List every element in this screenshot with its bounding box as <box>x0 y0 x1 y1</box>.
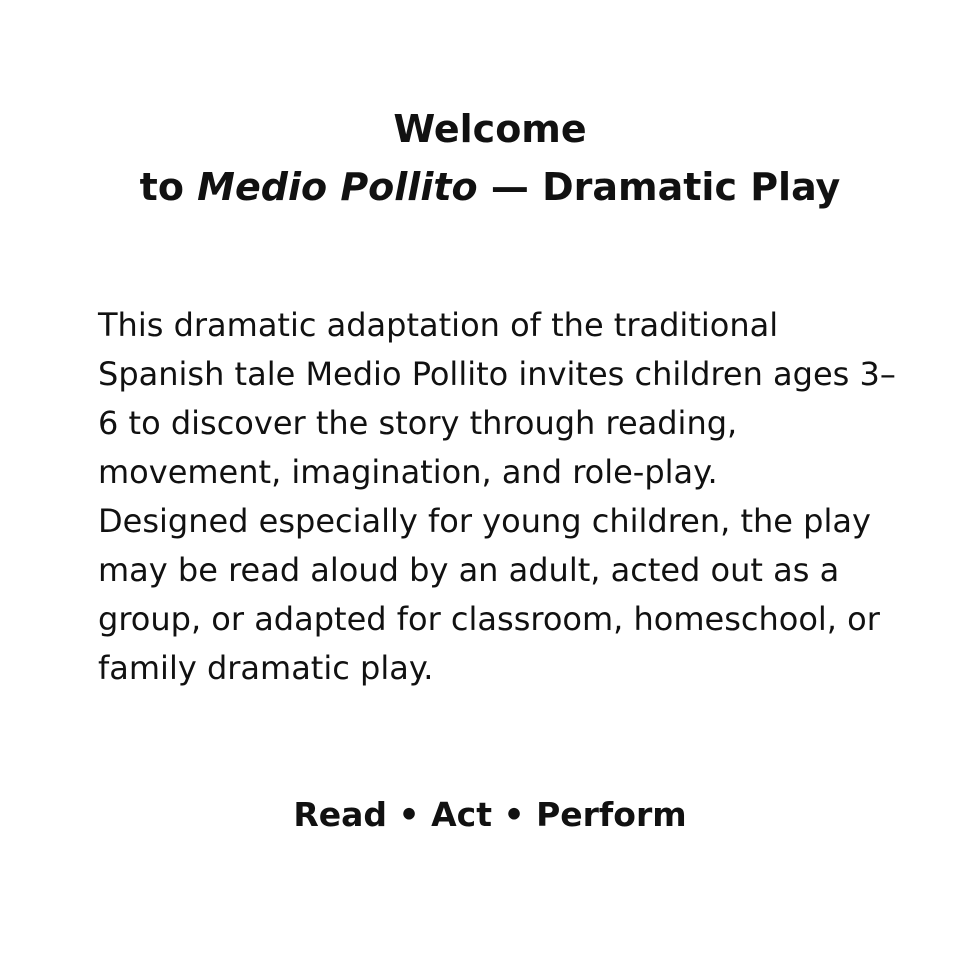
title-story-name: Medio Pollito <box>197 165 478 209</box>
title-line-play-name <box>0 158 980 216</box>
title-line-welcome: Welcome <box>393 107 587 151</box>
description-paragraph-usage: Designed especially for young children, the play may be read aloud by an adult, acted out as a group, or adapted for classroom, homeschool, or family dramatic play. <box>98 502 880 687</box>
description <box>98 301 898 693</box>
title-prefix: to <box>139 165 198 209</box>
page-title <box>0 100 980 216</box>
tagline: Read • Act • Perform <box>293 795 687 834</box>
description-paragraph-intro: This dramatic adaptation of the traditional Spanish tale Medio Pollito invites children ages 3–6 to discover the story through reading, movement, imagination, and role-play. <box>98 306 896 491</box>
title-suffix: — Dramatic Play <box>477 165 841 209</box>
